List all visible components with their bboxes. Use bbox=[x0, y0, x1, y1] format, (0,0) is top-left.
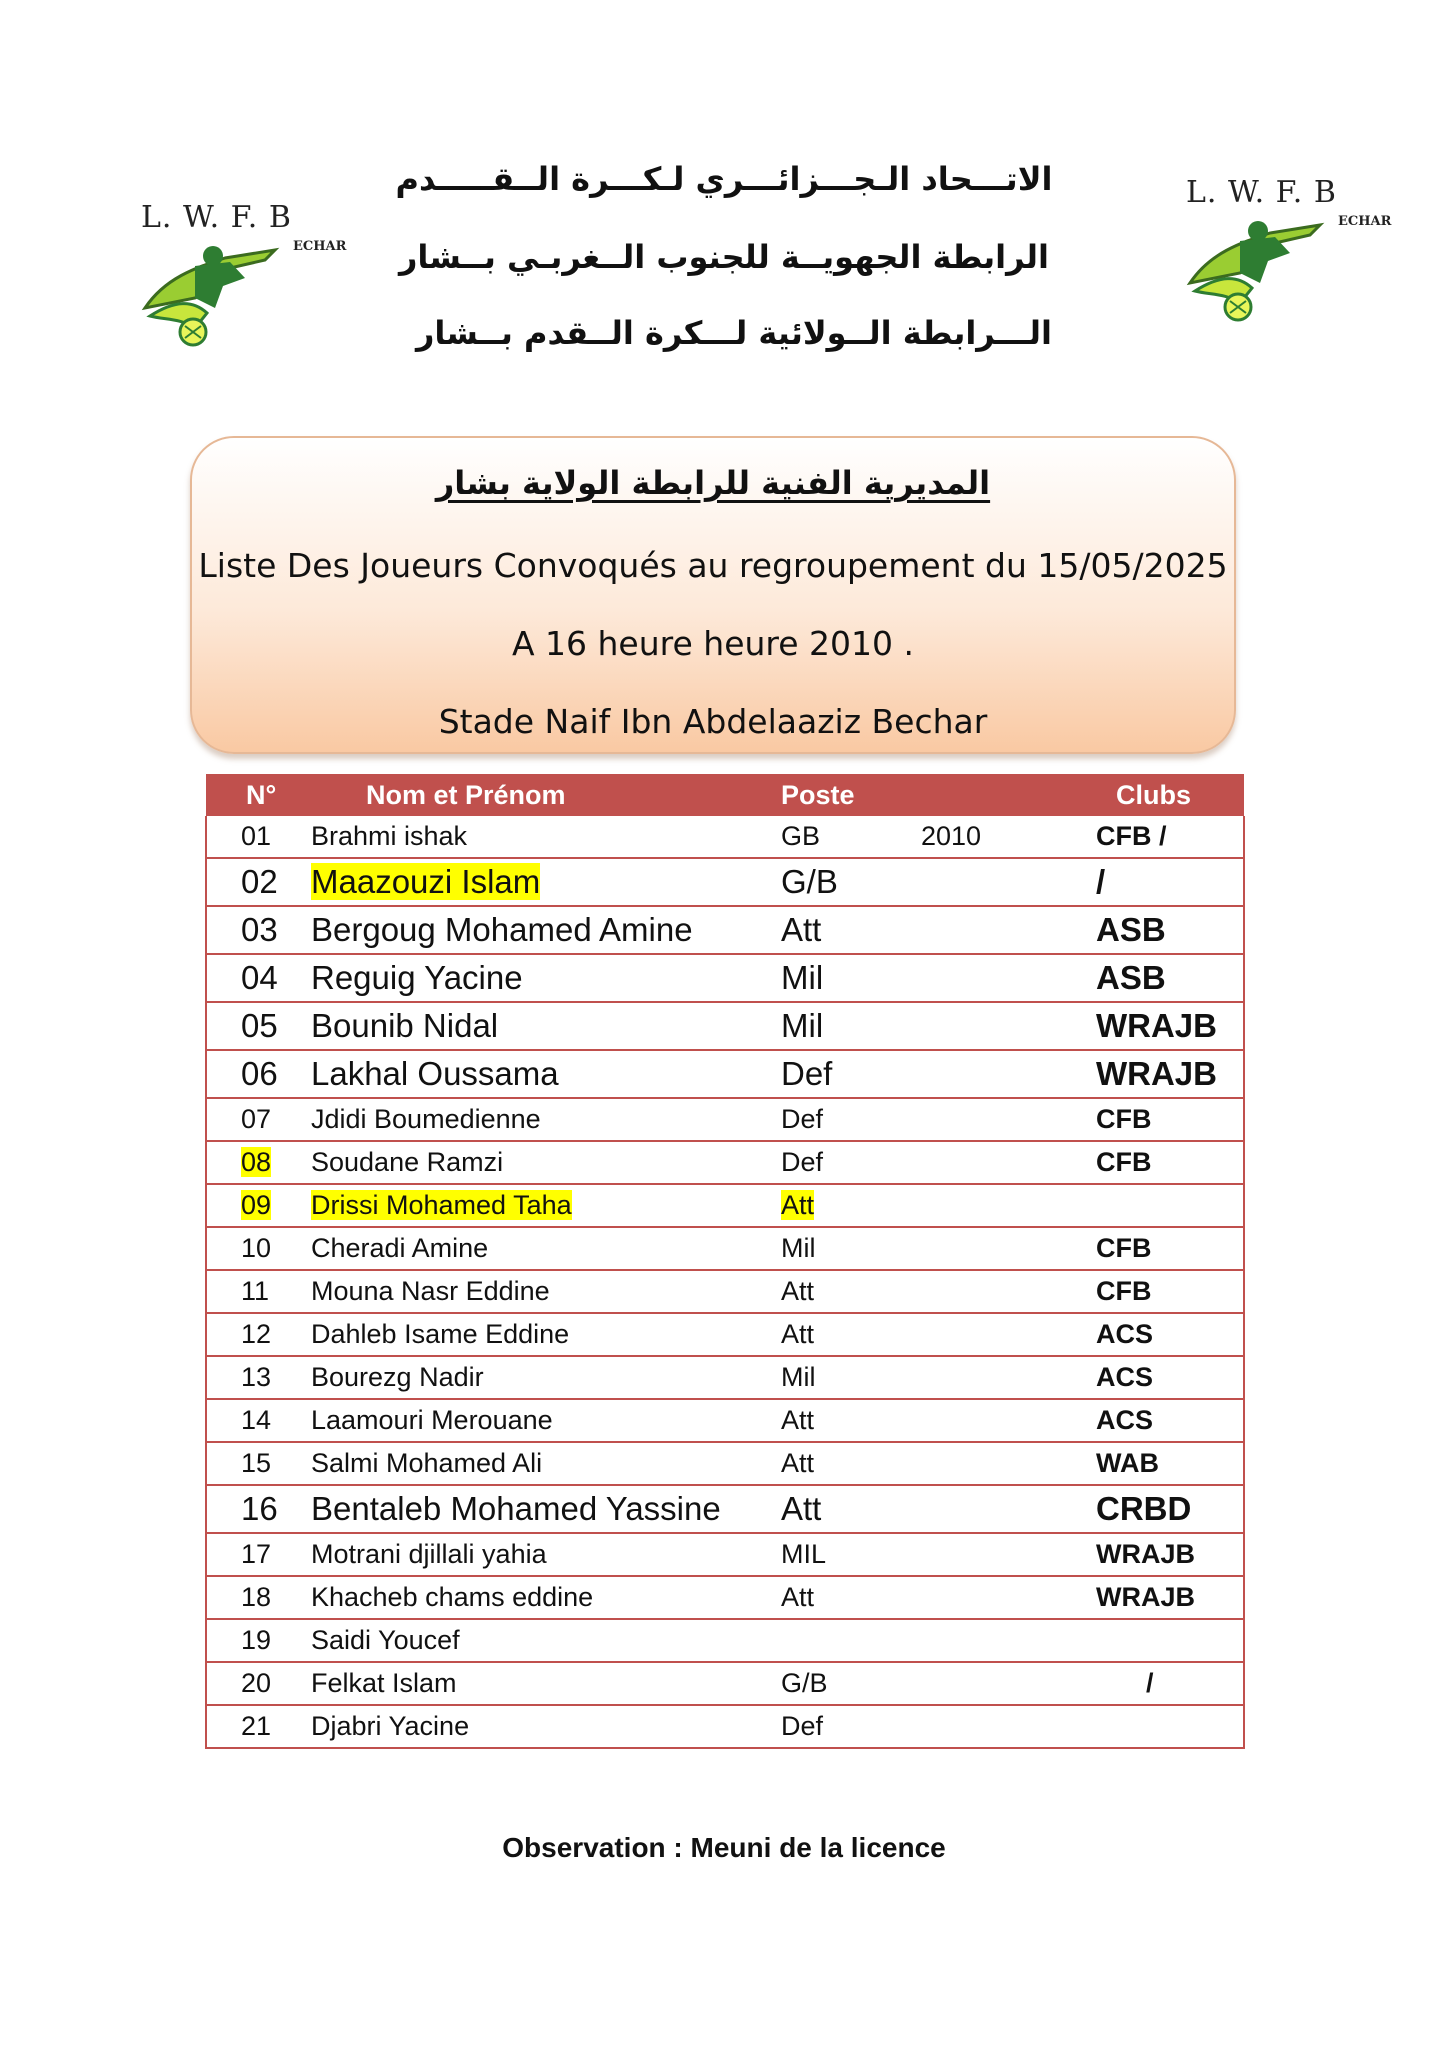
player-position-cell bbox=[781, 906, 921, 954]
table-row bbox=[206, 1705, 1244, 1748]
table-row bbox=[206, 1442, 1244, 1485]
player-club: ACS bbox=[1096, 1319, 1154, 1349]
player-number: 18 bbox=[241, 1582, 272, 1612]
player-position: Att bbox=[781, 1276, 815, 1306]
player-name: Khacheb chams eddine bbox=[311, 1582, 594, 1612]
player-extra-cell bbox=[921, 1399, 1091, 1442]
convocation-title: Liste Des Joueurs Convoqués au regroupement du 15/05/2025 bbox=[198, 546, 1228, 585]
player-position: Def bbox=[781, 1104, 824, 1134]
table-row bbox=[206, 1399, 1244, 1442]
player-club-cell bbox=[1091, 1141, 1244, 1184]
table-row bbox=[206, 1533, 1244, 1576]
player-number-cell bbox=[206, 1002, 301, 1050]
player-position: Att bbox=[781, 1582, 815, 1612]
player-name-cell bbox=[301, 858, 781, 906]
player-number: 11 bbox=[241, 1276, 270, 1306]
column-header-blank bbox=[921, 774, 1091, 816]
player-name: Salmi Mohamed Ali bbox=[311, 1448, 543, 1478]
player-name: Laamouri Merouane bbox=[311, 1405, 553, 1435]
players-table bbox=[205, 774, 1245, 1749]
player-number-cell bbox=[206, 1619, 301, 1662]
logo-text: L. W. F. B bbox=[1186, 175, 1337, 210]
player-position: Mil bbox=[781, 1233, 816, 1263]
player-number-cell bbox=[206, 1399, 301, 1442]
player-extra-cell bbox=[921, 1485, 1091, 1533]
player-name: Bounib Nidal bbox=[311, 1007, 499, 1044]
player-club: ACS bbox=[1096, 1405, 1154, 1435]
player-extra-cell bbox=[921, 1576, 1091, 1619]
player-club: / bbox=[1146, 1668, 1154, 1698]
table-row bbox=[206, 1485, 1244, 1533]
player-name: Soudane Ramzi bbox=[311, 1147, 504, 1177]
player-number-cell bbox=[206, 1184, 301, 1227]
player-club-cell bbox=[1091, 1533, 1244, 1576]
player-extra: 2010 bbox=[921, 821, 982, 851]
table-row bbox=[206, 1227, 1244, 1270]
player-club-cell bbox=[1091, 1705, 1244, 1748]
player-number-cell bbox=[206, 1662, 301, 1705]
player-number: 17 bbox=[241, 1539, 272, 1569]
player-name-cell bbox=[301, 1442, 781, 1485]
player-position: Mil bbox=[781, 1007, 824, 1044]
player-name: Reguig Yacine bbox=[311, 959, 523, 996]
player-position: MIL bbox=[781, 1539, 827, 1569]
player-club-cell bbox=[1091, 1184, 1244, 1227]
player-position: Def bbox=[781, 1711, 824, 1741]
player-name: Maazouzi Islam bbox=[311, 863, 541, 900]
player-club: ASB bbox=[1096, 959, 1166, 996]
player-position-cell bbox=[781, 1399, 921, 1442]
convocation-box bbox=[190, 436, 1236, 754]
player-club-cell bbox=[1091, 1356, 1244, 1399]
player-position-cell bbox=[781, 1356, 921, 1399]
table-row bbox=[206, 1002, 1244, 1050]
column-header-clubs: Clubs bbox=[1091, 774, 1244, 816]
player-club-cell bbox=[1091, 1399, 1244, 1442]
player-club-cell bbox=[1091, 954, 1244, 1002]
player-club-cell bbox=[1091, 906, 1244, 954]
player-position: Att bbox=[781, 1405, 815, 1435]
player-position-cell bbox=[781, 1313, 921, 1356]
player-number-cell bbox=[206, 1705, 301, 1748]
player-name-cell bbox=[301, 1576, 781, 1619]
table-row bbox=[206, 1050, 1244, 1098]
player-name-cell bbox=[301, 1399, 781, 1442]
player-club: CFB bbox=[1096, 1276, 1152, 1306]
player-name-cell bbox=[301, 1141, 781, 1184]
player-name-cell bbox=[301, 1485, 781, 1533]
player-name: Jdidi Boumedienne bbox=[311, 1104, 541, 1134]
player-number: 13 bbox=[241, 1362, 272, 1392]
player-number-cell bbox=[206, 1313, 301, 1356]
convocation-time: A 16 heure heure 2010 . bbox=[511, 624, 915, 663]
player-number-cell bbox=[206, 1141, 301, 1184]
logo-text: L. W. F. B bbox=[141, 200, 292, 235]
player-club-cell bbox=[1091, 1313, 1244, 1356]
player-position: Att bbox=[781, 1448, 815, 1478]
player-number: 20 bbox=[241, 1668, 272, 1698]
player-name-cell bbox=[301, 1356, 781, 1399]
player-name-cell bbox=[301, 1050, 781, 1098]
player-club-cell bbox=[1091, 858, 1244, 906]
player-name-cell bbox=[301, 816, 781, 858]
player-club-cell bbox=[1091, 1619, 1244, 1662]
player-name: Djabri Yacine bbox=[311, 1711, 470, 1741]
player-name-cell bbox=[301, 1002, 781, 1050]
table-row bbox=[206, 1270, 1244, 1313]
player-position-cell bbox=[781, 1098, 921, 1141]
logo-vertical-text: ECHAR bbox=[1338, 214, 1392, 229]
player-position-cell bbox=[781, 1662, 921, 1705]
player-number-cell bbox=[206, 906, 301, 954]
player-club-cell bbox=[1091, 1485, 1244, 1533]
player-name-cell bbox=[301, 906, 781, 954]
player-club: CFB bbox=[1096, 1104, 1152, 1134]
federation-name: الاتـــحاد الـجـــزائـــري لـكـــرة الــقـــــدم bbox=[395, 160, 1053, 198]
convocation-venue: Stade Naif Ibn Abdelaaziz Bechar bbox=[438, 702, 988, 741]
table-row bbox=[206, 1098, 1244, 1141]
table-row bbox=[206, 1662, 1244, 1705]
table-row bbox=[206, 906, 1244, 954]
player-number: 07 bbox=[241, 1104, 272, 1134]
table-row bbox=[206, 1141, 1244, 1184]
player-extra-cell bbox=[921, 1227, 1091, 1270]
player-position: G/B bbox=[781, 863, 838, 900]
player-number: 21 bbox=[241, 1711, 272, 1741]
player-name: Dahleb Isame Eddine bbox=[311, 1319, 570, 1349]
table-row bbox=[206, 1576, 1244, 1619]
logo-vertical-text: ECHAR bbox=[293, 239, 347, 254]
observation-note: Observation : Meuni de la licence bbox=[502, 1832, 946, 1863]
player-number: 10 bbox=[241, 1233, 272, 1263]
player-name: Lakhal Oussama bbox=[311, 1055, 559, 1092]
player-position-cell bbox=[781, 1270, 921, 1313]
player-position: Att bbox=[781, 1190, 815, 1220]
player-number: 01 bbox=[241, 821, 272, 851]
player-club-cell bbox=[1091, 1050, 1244, 1098]
player-name-cell bbox=[301, 1619, 781, 1662]
player-club-cell bbox=[1091, 1098, 1244, 1141]
player-number-cell bbox=[206, 1533, 301, 1576]
player-name-cell bbox=[301, 1098, 781, 1141]
column-header-poste: Poste bbox=[781, 774, 921, 816]
table-row bbox=[206, 954, 1244, 1002]
player-position-cell bbox=[781, 1227, 921, 1270]
player-extra-cell bbox=[921, 1313, 1091, 1356]
player-position-cell bbox=[781, 1705, 921, 1748]
player-position-cell bbox=[781, 1485, 921, 1533]
player-club: WRAJB bbox=[1096, 1582, 1195, 1612]
player-position-cell bbox=[781, 1533, 921, 1576]
table-row bbox=[206, 816, 1244, 858]
player-number-cell bbox=[206, 1098, 301, 1141]
player-extra-cell bbox=[921, 1705, 1091, 1748]
player-name: Drissi Mohamed Taha bbox=[311, 1190, 572, 1220]
table-row bbox=[206, 1313, 1244, 1356]
player-number: 03 bbox=[241, 911, 278, 948]
player-extra-cell bbox=[921, 1270, 1091, 1313]
table-row bbox=[206, 1184, 1244, 1227]
player-number: 14 bbox=[241, 1405, 272, 1435]
player-number: 05 bbox=[241, 1007, 278, 1044]
player-position: G/B bbox=[781, 1668, 828, 1698]
player-name-cell bbox=[301, 1662, 781, 1705]
player-club-cell bbox=[1091, 816, 1244, 858]
player-name: Mouna Nasr Eddine bbox=[311, 1276, 550, 1306]
player-number: 09 bbox=[241, 1190, 272, 1220]
player-club-cell bbox=[1091, 1576, 1244, 1619]
football-player-emblem bbox=[135, 238, 285, 348]
player-number-cell bbox=[206, 816, 301, 858]
player-club: CFB bbox=[1096, 1233, 1152, 1263]
player-extra-cell bbox=[921, 1141, 1091, 1184]
player-name-cell bbox=[301, 1313, 781, 1356]
player-extra-cell bbox=[921, 1533, 1091, 1576]
player-position: Def bbox=[781, 1147, 824, 1177]
player-extra-cell bbox=[921, 1098, 1091, 1141]
player-extra-cell bbox=[921, 1184, 1091, 1227]
player-number: 16 bbox=[241, 1490, 278, 1527]
player-club: ASB bbox=[1096, 911, 1166, 948]
player-extra-cell bbox=[921, 1050, 1091, 1098]
player-club: / bbox=[1096, 863, 1106, 900]
player-name-cell bbox=[301, 1184, 781, 1227]
player-number-cell bbox=[206, 1485, 301, 1533]
player-number: 06 bbox=[241, 1055, 278, 1092]
player-number-cell bbox=[206, 954, 301, 1002]
football-player-emblem bbox=[1180, 213, 1330, 323]
player-position: Att bbox=[781, 911, 822, 948]
player-name-cell bbox=[301, 954, 781, 1002]
player-extra-cell bbox=[921, 1442, 1091, 1485]
player-name: Saidi Youcef bbox=[311, 1625, 460, 1655]
player-club: CFB bbox=[1096, 1147, 1152, 1177]
player-name: Bourezg Nadir bbox=[311, 1362, 484, 1392]
player-extra-cell bbox=[921, 954, 1091, 1002]
player-number: 04 bbox=[241, 959, 278, 996]
player-extra-cell bbox=[921, 816, 1091, 858]
table-row bbox=[206, 1356, 1244, 1399]
player-position-cell bbox=[781, 1576, 921, 1619]
player-name: Bentaleb Mohamed Yassine bbox=[311, 1490, 721, 1527]
table-row bbox=[206, 1619, 1244, 1662]
player-position-cell bbox=[781, 1050, 921, 1098]
regional-league-name: الرابطة الجهويــة للجنوب الــغربـي بــشار bbox=[398, 238, 1049, 276]
player-position: Att bbox=[781, 1490, 822, 1527]
player-number-cell bbox=[206, 1050, 301, 1098]
player-position: Mil bbox=[781, 1362, 816, 1392]
player-position-cell bbox=[781, 954, 921, 1002]
player-club-cell bbox=[1091, 1662, 1244, 1705]
player-name-cell bbox=[301, 1705, 781, 1748]
technical-direction-title: المديرية الفنية للرابطة الولاية بشار bbox=[435, 464, 991, 502]
player-extra-cell bbox=[921, 1002, 1091, 1050]
player-name-cell bbox=[301, 1533, 781, 1576]
player-club: WRAJB bbox=[1096, 1055, 1217, 1092]
player-number-cell bbox=[206, 1227, 301, 1270]
player-extra-cell bbox=[921, 1356, 1091, 1399]
column-header-name: Nom et Prénom bbox=[301, 774, 781, 816]
player-club-cell bbox=[1091, 1002, 1244, 1050]
player-name-cell bbox=[301, 1270, 781, 1313]
player-number: 19 bbox=[241, 1625, 272, 1655]
player-name: Bergoug Mohamed Amine bbox=[311, 911, 693, 948]
player-position-cell bbox=[781, 1002, 921, 1050]
player-position-cell bbox=[781, 1184, 921, 1227]
player-club: CRBD bbox=[1096, 1490, 1192, 1527]
player-name: Motrani djillali yahia bbox=[311, 1539, 547, 1569]
player-club-cell bbox=[1091, 1227, 1244, 1270]
table-header-row bbox=[206, 774, 1244, 816]
player-position: Def bbox=[781, 1055, 833, 1092]
player-number: 02 bbox=[241, 863, 278, 900]
league-logo-right bbox=[1180, 175, 1392, 325]
player-club: WRAJB bbox=[1096, 1539, 1195, 1569]
player-position-cell bbox=[781, 1442, 921, 1485]
player-position-cell bbox=[781, 816, 921, 858]
player-club-cell bbox=[1091, 1270, 1244, 1313]
player-extra-cell bbox=[921, 1619, 1091, 1662]
player-number: 12 bbox=[241, 1319, 272, 1349]
player-position-cell bbox=[781, 858, 921, 906]
player-name-cell bbox=[301, 1227, 781, 1270]
player-club: ACS bbox=[1096, 1362, 1154, 1392]
player-position: GB bbox=[781, 821, 821, 851]
player-number-cell bbox=[206, 858, 301, 906]
player-extra-cell bbox=[921, 906, 1091, 954]
wilaya-league-name: الـــرابطة الــولائية لـــكرة الــقدم بــشار bbox=[415, 314, 1052, 352]
player-number: 15 bbox=[241, 1448, 272, 1478]
player-number: 08 bbox=[241, 1147, 272, 1177]
column-header-number: N° bbox=[206, 774, 301, 816]
player-number-cell bbox=[206, 1356, 301, 1399]
player-club: CFB / bbox=[1096, 821, 1167, 851]
player-extra-cell bbox=[921, 1662, 1091, 1705]
player-position-cell bbox=[781, 1619, 921, 1662]
player-number-cell bbox=[206, 1576, 301, 1619]
player-name: Felkat Islam bbox=[311, 1668, 457, 1698]
player-name: Brahmi ishak bbox=[311, 821, 468, 851]
player-number-cell bbox=[206, 1270, 301, 1313]
player-position-cell bbox=[781, 1141, 921, 1184]
player-name: Cheradi Amine bbox=[311, 1233, 489, 1263]
player-club-cell bbox=[1091, 1442, 1244, 1485]
player-extra-cell bbox=[921, 858, 1091, 906]
player-position: Mil bbox=[781, 959, 824, 996]
player-club: WAB bbox=[1096, 1448, 1159, 1478]
player-position: Att bbox=[781, 1319, 815, 1349]
player-number-cell bbox=[206, 1442, 301, 1485]
table-row bbox=[206, 858, 1244, 906]
player-club: WRAJB bbox=[1096, 1007, 1217, 1044]
